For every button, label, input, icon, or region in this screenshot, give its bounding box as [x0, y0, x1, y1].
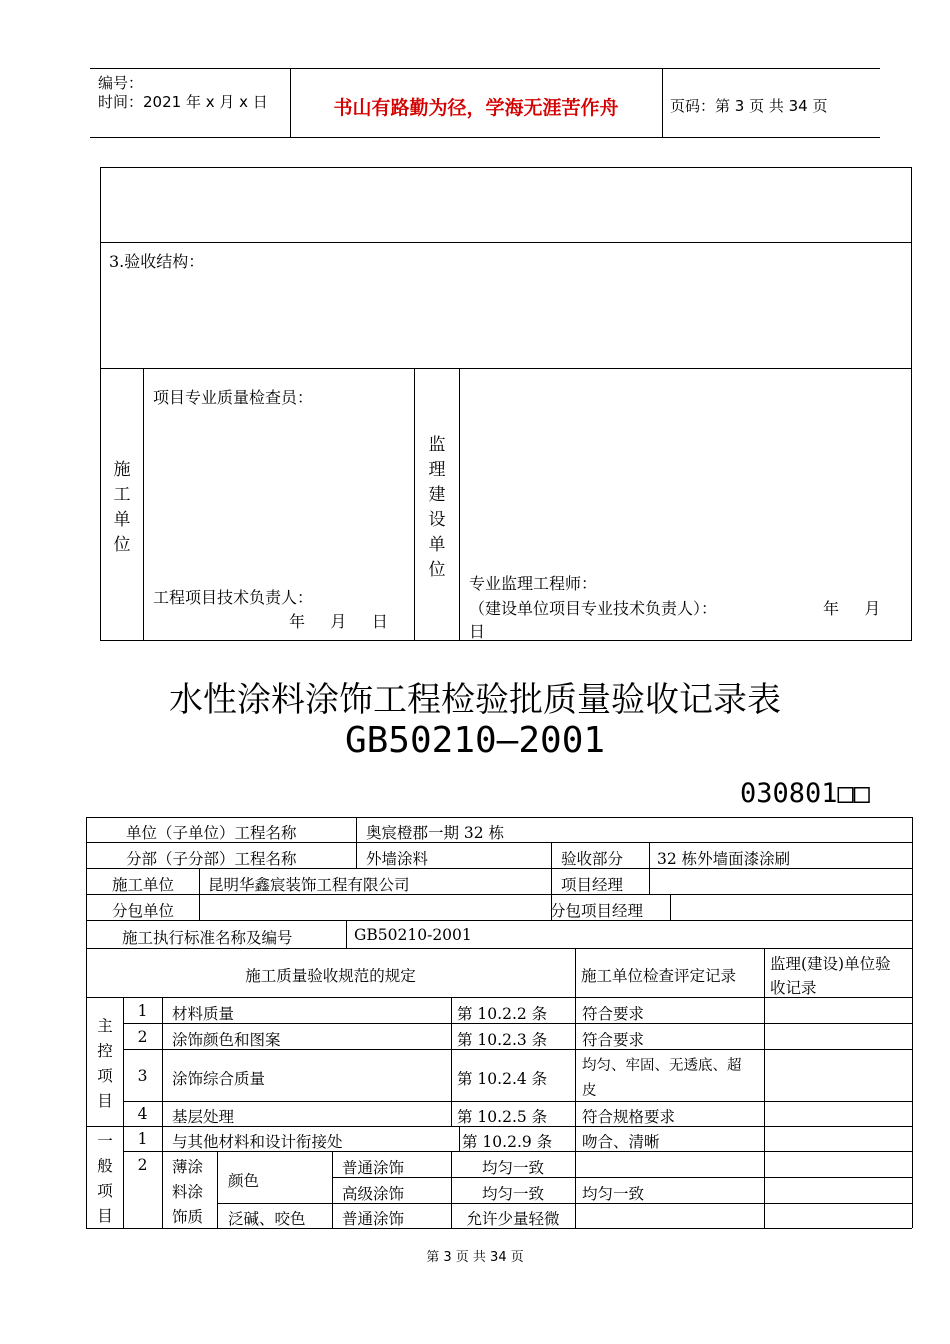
- main-items-label: 主 控 项 目: [97, 1017, 113, 1110]
- main-item-result: 符合要求: [582, 1005, 645, 1023]
- check-header: 施工单位检查评定记录: [581, 967, 737, 985]
- main-item-name: 涂饰颜色和图案: [172, 1031, 281, 1049]
- standard-name-label: 施工执行标准名称及编号: [122, 929, 293, 947]
- page-header: [90, 68, 880, 138]
- main-item-result-line1: 均匀、牢固、无透底、超: [582, 1058, 742, 1074]
- grid-line: [575, 948, 576, 1228]
- standard-number: GB50210—2001: [344, 720, 606, 761]
- col-divider: [143, 368, 144, 640]
- sub-project-label: 分部（子分部）工程名称: [126, 850, 297, 868]
- grid-line: [86, 948, 912, 949]
- form-title: 水性涂料涂饰工程检验批质量验收记录表: [169, 680, 781, 720]
- unit-project-label: 单位（子单位）工程名称: [126, 824, 297, 842]
- grid-line: [86, 817, 87, 1228]
- construction-unit-value: 昆明华鑫宸装饰工程有限公司: [208, 876, 410, 894]
- supervision-header-1: 监理(建设)单位验: [770, 955, 891, 973]
- grid-line: [764, 948, 765, 1228]
- acceptance-part-value: 32 栋外墙面漆涂刷: [657, 850, 791, 868]
- grid-line: [199, 868, 200, 920]
- grid-line: [649, 842, 650, 894]
- general-item-clause: 第 10.2.9 条: [462, 1133, 553, 1151]
- owner-tech-leader-label: （建设单位项目专业技术负责人）：: [469, 599, 718, 618]
- col-divider: [414, 368, 415, 640]
- form-code: 030801□□: [740, 778, 871, 809]
- signoff-table: [100, 167, 912, 641]
- unit-project-value: 奥宸橙郡一期 32 栋: [366, 824, 505, 842]
- grid-line: [217, 1151, 218, 1228]
- main-item-name: 涂饰综合质量: [172, 1070, 266, 1088]
- alkali-label: 泛碱、咬色: [228, 1210, 306, 1228]
- grid-line: [346, 920, 347, 948]
- number-label: 编号：: [98, 74, 144, 92]
- supervision-header-2: 收记录: [770, 979, 817, 997]
- subcontract-unit-label: 分包单位: [112, 902, 175, 920]
- construction-unit-label: 施工单位: [112, 876, 175, 894]
- general-item-result: 吻合、清晰: [582, 1133, 660, 1151]
- row-divider: [101, 242, 911, 243]
- construction-unit-vertical: 施 工 单 位: [113, 460, 131, 555]
- general-items-label: 一 般 项 目: [97, 1132, 113, 1225]
- grid-line: [86, 817, 912, 818]
- main-item-name: 材料质量: [172, 1005, 235, 1023]
- requirement-value: 允许少量轻微: [466, 1210, 560, 1228]
- quality-inspector-label: 项目专业质量检查员：: [153, 388, 314, 407]
- main-item-no: 3: [137, 1067, 148, 1085]
- grade-label: 普通涂饰: [342, 1210, 405, 1228]
- grid-line: [356, 817, 357, 868]
- grade-label: 高级涂饰: [342, 1185, 405, 1203]
- tech-leader-label: 工程项目技术负责人：: [153, 588, 314, 607]
- grid-line: [670, 894, 671, 920]
- section3-label: 3.验收结构：: [109, 252, 205, 271]
- check-result: 均匀一致: [582, 1185, 645, 1203]
- general-item-name: 与其他材料和设计衔接处: [172, 1133, 343, 1151]
- supervisor-label: 专业监理工程师：: [469, 574, 598, 593]
- date-right-ym: 年 月: [823, 599, 881, 618]
- main-item-result: 符合规格要求: [582, 1108, 676, 1126]
- main-item-clause: 第 10.2.2 条: [457, 1005, 548, 1023]
- general-item-no: 1: [137, 1130, 148, 1148]
- grid-line: [451, 997, 452, 1126]
- main-item-result: 符合要求: [582, 1031, 645, 1049]
- grid-line: [332, 1177, 912, 1178]
- header-page-cell: [662, 69, 880, 137]
- grid-line: [912, 817, 913, 1228]
- grid-line: [459, 1126, 460, 1151]
- supervision-unit-vertical: 监 理 建 设 单 位: [428, 435, 446, 580]
- grid-line: [332, 1151, 333, 1228]
- inspection-table: [86, 817, 912, 1229]
- date-right-d: 日: [469, 622, 486, 641]
- grade-label: 普通涂饰: [342, 1159, 405, 1177]
- main-item-clause: 第 10.2.4 条: [457, 1070, 548, 1088]
- main-item-clause: 第 10.2.5 条: [457, 1108, 548, 1126]
- grid-line: [162, 997, 163, 1228]
- date-left: 年 月 日: [289, 612, 388, 631]
- header-motto-cell: [290, 69, 663, 137]
- grid-line: [86, 920, 912, 921]
- main-item-clause: 第 10.2.3 条: [457, 1031, 548, 1049]
- color-label: 颜色: [228, 1172, 260, 1190]
- grid-line: [123, 1101, 912, 1102]
- page-label: 页码：第 3 页 共 34 页: [670, 97, 828, 115]
- col-divider: [459, 368, 460, 640]
- general-item-no: 2: [137, 1156, 148, 1174]
- main-item-result-line2: 皮: [582, 1083, 597, 1099]
- motto: 书山有路勤为径，学海无涯苦作舟: [333, 97, 619, 119]
- requirement-value: 均匀一致: [481, 1159, 544, 1177]
- thin-coating-group-label: 薄涂 料涂 饰质: [172, 1158, 204, 1226]
- spec-header: 施工质量验收规范的规定: [245, 967, 416, 985]
- time-label: 时间：2021 年 x 月 x 日: [98, 93, 268, 111]
- subcontract-manager-label: 分包项目经理: [550, 902, 644, 920]
- main-item-no: 4: [137, 1105, 148, 1123]
- requirement-value: 均匀一致: [481, 1185, 544, 1203]
- page-footer: 第 3 页 共 34 页: [426, 1250, 524, 1265]
- main-item-name: 基层处理: [172, 1108, 235, 1126]
- standard-name-value: GB50210-2001: [354, 926, 472, 944]
- header-meta: [90, 69, 291, 137]
- project-manager-label: 项目经理: [561, 876, 624, 894]
- row-divider: [101, 368, 911, 369]
- sub-project-value: 外墙涂料: [366, 850, 429, 868]
- acceptance-part-label: 验收部分: [561, 850, 624, 868]
- main-item-no: 2: [137, 1028, 148, 1046]
- main-item-no: 1: [137, 1002, 148, 1020]
